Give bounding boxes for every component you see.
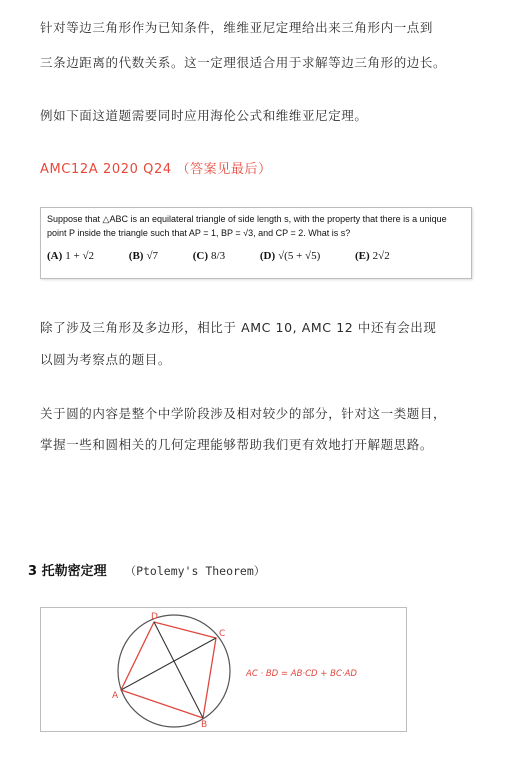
- ptolemy-figure: [40, 607, 407, 732]
- ptolemy-formula: AC · BD = AB·CD + BC·AD: [246, 669, 357, 679]
- intro-line-2: 三条边距离的代数关系。这一定理很适合用于求解等边三角形的边长。: [40, 55, 447, 70]
- section-title: 3 托勒密定理: [28, 564, 107, 579]
- problem-box: [40, 207, 472, 279]
- ptolemy-diagram: [41, 608, 406, 731]
- section-english-title: （Ptolemy's Theorem）: [124, 564, 266, 578]
- circle-note-line-2: 掌握一些和圆相关的几何定理能够帮助我们更有效地打开解题思路。: [40, 437, 434, 452]
- choice-b: (B) √7: [128, 250, 158, 262]
- vertex-label-d: D: [151, 612, 158, 622]
- problem-statement-line-2: point P inside the triangle such that AP = 1, BP = √3, and CP = 2. What is s?: [47, 228, 351, 238]
- circle-note-line-1: 关于圆的内容是整个中学阶段涉及相对较少的部分，针对这一类题目，: [40, 406, 447, 421]
- vertex-label-a: A: [112, 691, 119, 701]
- intro-line-1: 针对等边三角形作为已知条件，维维亚尼定理给出来三角形内一点到: [40, 20, 434, 35]
- choice-e: (E) 2√2: [354, 250, 390, 262]
- answer-choices: [47, 250, 422, 262]
- amc-problem-title: AMC12A 2020 Q24 （答案见最后）: [40, 162, 272, 177]
- intro-line-3: 例如下面这道题需要同时应用海伦公式和维维亚尼定理。: [40, 108, 368, 123]
- vertex-label-b: B: [201, 720, 208, 730]
- choice-c: (C) 8/3: [192, 250, 226, 262]
- section-heading: [28, 560, 265, 579]
- circumcircle: [118, 615, 230, 727]
- choice-a: (A) 1 + √2: [47, 250, 95, 262]
- vertex-label-c: C: [219, 629, 226, 639]
- cyclic-quadrilateral: [121, 622, 216, 718]
- problem-statement-line-1: Suppose that △ABC is an equilateral triangle of side length s, with the property that there is a unique: [47, 214, 447, 224]
- circle-intro-line-1: 除了涉及三角形及多边形，相比于 AMC 10, AMC 12 中还有会出现: [40, 320, 437, 335]
- circle-intro-line-2: 以圆为考察点的题目。: [40, 352, 172, 367]
- diagonal-ac: [121, 638, 216, 690]
- choice-d: (D) √(5 + √5): [259, 250, 321, 262]
